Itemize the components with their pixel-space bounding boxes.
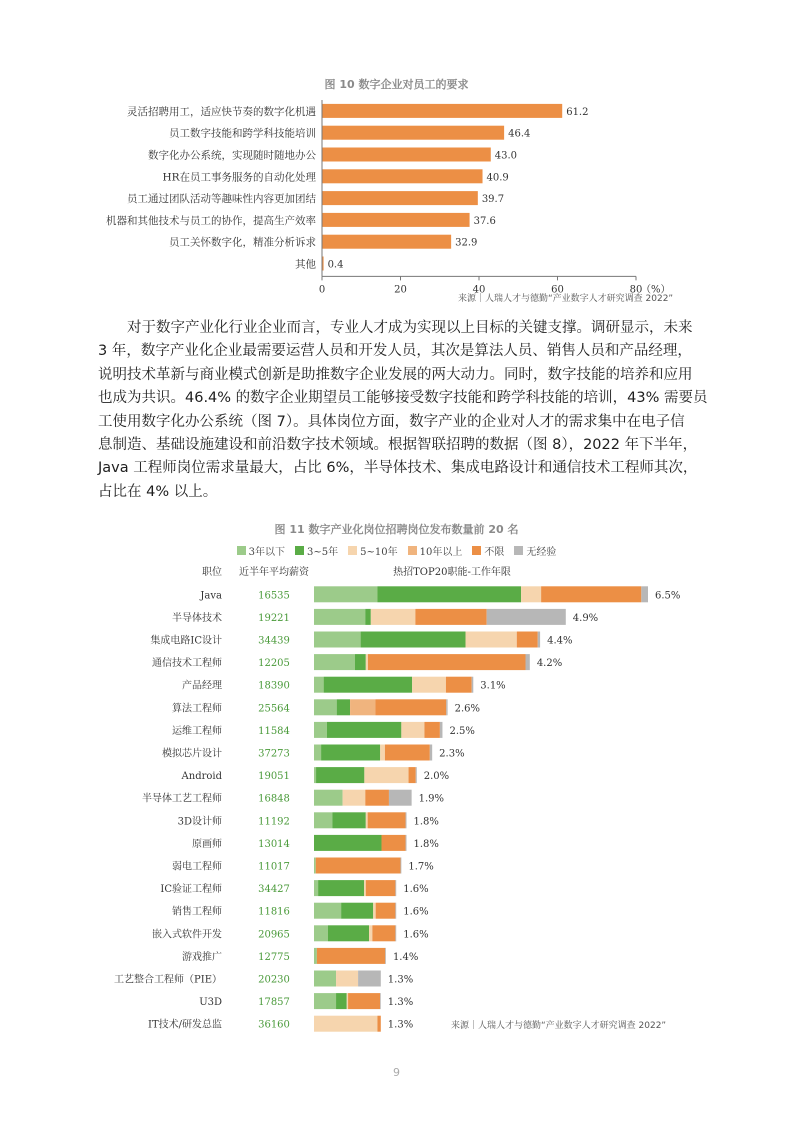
bar-segment [365, 790, 389, 806]
role-label: 运维工程师 [172, 725, 222, 737]
bar [322, 169, 483, 183]
salary-value: 11017 [258, 861, 290, 873]
salary-value: 12775 [258, 951, 290, 963]
legend-item [348, 543, 397, 558]
bar-segment [380, 745, 385, 761]
paragraph-line: 也成为共识。46.4% 的数字企业期望员工能够接受数字技能和跨学科技能的培训，43% 需要员 [98, 390, 708, 407]
bar-segment [336, 993, 347, 1009]
paragraph-line: Java 工程师岗位需求量最大，占比 6%，半导体技术、集成电路设计和通信技术工程师其次， [98, 460, 698, 477]
bar-segment [541, 586, 641, 602]
bar-segment [314, 835, 382, 851]
value-label: 39.7 [481, 194, 505, 206]
role-label: 原画师 [192, 838, 222, 850]
share-label: 1.6% [403, 929, 429, 941]
salary-value: 16535 [258, 590, 290, 602]
bar-segment [377, 1016, 380, 1032]
bar-segment [395, 903, 396, 919]
bar-segment [314, 903, 341, 919]
bar-segment [364, 880, 366, 896]
paragraph-line: 3 年，数字产业化企业最需要运营人员和开发人员，其次是算法人员、销售人员和产品经理， [98, 343, 692, 360]
bar-segment [366, 880, 396, 896]
value-label: 61.2 [566, 106, 589, 118]
bar-segment [324, 677, 412, 693]
bar-segment [389, 790, 412, 806]
legend-label: 3年以下 [248, 547, 286, 558]
role-label: Android [181, 771, 222, 783]
bar-segment [314, 790, 343, 806]
bar-segment [487, 609, 566, 625]
share-label: 2.3% [439, 748, 465, 760]
role-label: IT技术/研发总监 [148, 1019, 222, 1031]
role-label: 3D设计师 [177, 816, 222, 828]
salary-value: 13014 [258, 838, 290, 850]
bar-segment [347, 993, 348, 1009]
share-label: 4.4% [547, 635, 573, 647]
salary-value: 34427 [258, 884, 290, 896]
figure10-title: 图 10 数字企业对员工的要求 [324, 78, 469, 91]
share-label: 3.1% [480, 680, 506, 692]
value-label: 46.4 [508, 128, 531, 140]
salary-value: 20230 [258, 974, 290, 986]
x-tick-label: 80 [629, 284, 643, 296]
share-label: 1.8% [413, 838, 439, 850]
value-label: 32.9 [455, 237, 478, 249]
value-label: 43.0 [494, 150, 518, 162]
role-label: 嵌入式软件开发 [152, 929, 222, 941]
bar-segment [317, 948, 385, 964]
category-label: HR在员工事务服务的自动化处理 [162, 171, 316, 184]
role-label: 销售工程师 [172, 906, 222, 918]
category-label: 灵活招聘用工，适应快节奏的数字化机遇 [127, 105, 316, 118]
salary-value: 19051 [258, 771, 290, 783]
share-label: 1.3% [387, 997, 414, 1009]
bar-segment [371, 609, 416, 625]
share-label: 2.6% [454, 703, 481, 715]
paragraph-line: 占比在 4% 以上。 [98, 483, 218, 500]
bar-segment [472, 677, 474, 693]
salary-value: 12205 [258, 658, 290, 670]
bar-segment [314, 609, 365, 625]
bar [322, 235, 451, 249]
share-label: 1.8% [413, 816, 439, 828]
bar-segment [355, 654, 366, 670]
x-tick-label: 40 [472, 284, 486, 296]
bar-segment [337, 699, 350, 715]
bar-segment [372, 925, 395, 941]
salary-value: 37273 [258, 748, 290, 760]
salary-value: 34439 [258, 635, 290, 647]
role-label: 算法工程师 [172, 703, 222, 715]
bar-segment [517, 632, 538, 648]
share-label: 1.7% [408, 861, 434, 873]
bar-segment [361, 632, 466, 648]
category-label: 员工数字技能和跨学科技能培训 [169, 127, 316, 140]
figure10-source: 来源｜人瑞人才与德勤“产业数字人才研究调查 2022” [458, 294, 674, 304]
bar-segment [327, 722, 402, 738]
role-label: 工艺整合工程师（PIE） [114, 974, 222, 986]
salary-value: 17857 [258, 997, 290, 1009]
page-number: 9 [393, 1066, 400, 1079]
bar-segment [368, 654, 526, 670]
bar [322, 126, 504, 140]
column-header-salary: 近半年平均薪资 [239, 567, 309, 578]
bar-segment [430, 745, 432, 761]
salary-value: 11816 [258, 906, 290, 918]
bar-segment [314, 880, 318, 896]
x-axis-unit: （%） [641, 284, 671, 296]
bar-segment [446, 677, 472, 693]
bar-segment [314, 677, 324, 693]
body-paragraph [98, 317, 708, 504]
bar-segment [316, 858, 401, 874]
bar-segment [314, 632, 361, 648]
bar [322, 104, 562, 118]
share-label: 2.0% [423, 771, 450, 783]
category-label: 其他 [295, 258, 316, 271]
bar-segment [538, 632, 540, 648]
column-header-role: 职位 [202, 567, 222, 578]
legend-item [295, 543, 338, 558]
salary-value: 20965 [258, 929, 290, 941]
bar-segment [409, 767, 416, 783]
category-label: 数字化办公系统，实现随时随地办公 [148, 149, 316, 162]
bar-segment [314, 722, 327, 738]
salary-value: 18390 [258, 680, 290, 692]
legend-item [514, 543, 556, 558]
bar-segment [314, 948, 317, 964]
bar-segment [314, 586, 377, 602]
role-label: 模拟芯片设计 [162, 748, 222, 760]
bar [322, 148, 491, 162]
role-label: 弱电工程师 [172, 861, 222, 873]
bar-segment [401, 722, 424, 738]
salary-value: 36160 [258, 1019, 290, 1031]
salary-value: 16848 [258, 793, 290, 805]
paragraph-line: 息制造、基础设施建设和前沿数字技术领域。根据智联招聘的数据（图 8），2022 年下半年， [98, 437, 698, 454]
bar-segment [466, 632, 517, 648]
figure11-legend [0, 543, 793, 558]
bar-segment [318, 880, 364, 896]
bar-segment [525, 654, 529, 670]
x-tick-label: 60 [551, 284, 564, 296]
legend-swatch [295, 546, 304, 555]
bar-segment [314, 767, 316, 783]
bar-segment [341, 903, 373, 919]
share-label: 4.9% [572, 612, 599, 624]
bar-segment [328, 925, 369, 941]
role-label: IC验证工程师 [160, 884, 222, 896]
bar-segment [395, 880, 396, 896]
role-label: 半导体工艺工程师 [142, 793, 222, 805]
bar [322, 191, 478, 205]
role-label: 集成电路IC设计 [150, 635, 222, 647]
role-label: 通信技术工程师 [152, 658, 222, 670]
x-tick-label: 20 [394, 284, 407, 296]
bar [322, 213, 470, 227]
bar-segment [376, 903, 396, 919]
bar-segment [350, 699, 375, 715]
bar-segment [416, 767, 417, 783]
figure11-chart [0, 562, 793, 1042]
paragraph-line: 对于数字产业化行业企业而言，专业人才成为实现以上目标的关键支撑。调研显示，未来 [127, 320, 693, 336]
x-tick-label: 0 [318, 284, 326, 296]
bar-segment [377, 586, 521, 602]
salary-value: 11584 [258, 725, 290, 737]
bar-segment [385, 948, 386, 964]
legend-item [237, 543, 285, 558]
role-label: 游戏推广 [182, 951, 222, 963]
role-label: Java [200, 590, 222, 602]
legend-swatch [472, 546, 481, 555]
bar-segment [440, 722, 443, 738]
role-label: 半导体技术 [172, 612, 222, 624]
bar-segment [336, 971, 358, 987]
figure10-chart [0, 92, 793, 302]
bar-segment [314, 925, 328, 941]
bar-segment [314, 1016, 377, 1032]
legend-swatch [514, 546, 523, 555]
bar-segment [412, 677, 446, 693]
category-label: 员工关怀数字化，精准分析诉求 [169, 236, 316, 249]
bar-segment [314, 971, 336, 987]
legend-label: 3~5年 [307, 547, 339, 558]
bar-segment [321, 745, 380, 761]
category-label: 机器和其他技术与员工的协作，提高生产效率 [106, 214, 316, 227]
value-label: 37.6 [473, 215, 496, 227]
bar-segment [364, 767, 408, 783]
legend-label: 5~10年 [360, 547, 398, 558]
figure11-title: 图 11 数字产业化岗位招聘岗位发布数量前 20 名 [274, 523, 519, 536]
legend-item [408, 543, 463, 558]
bar-segment [406, 835, 407, 851]
salary-value: 11192 [258, 816, 290, 828]
legend-swatch [237, 546, 246, 555]
value-label: 0.4 [327, 259, 344, 271]
share-label: 1.3% [387, 974, 414, 986]
legend-swatch [348, 546, 357, 555]
salary-value: 19221 [258, 612, 290, 624]
bar-segment [415, 609, 486, 625]
bar-segment [380, 993, 381, 1009]
role-label: U3D [199, 997, 222, 1009]
legend-swatch [408, 546, 417, 555]
bar-segment [314, 745, 321, 761]
share-label: 2.5% [449, 725, 475, 737]
share-label: 6.5% [655, 590, 681, 602]
column-header-chart: 热招TOP20职能-工作年限 [393, 567, 511, 578]
figure11-source: 来源｜人瑞人才与德勤“产业数字人才研究调查 2022” [451, 1021, 667, 1031]
bar-segment [314, 699, 337, 715]
bar-segment [373, 903, 375, 919]
paragraph-line: 工使用数字化办公系统（图 7）。具体岗位方面，数字产业的企业对人才的需求集中在电子信 [98, 413, 685, 430]
bar-segment [369, 925, 372, 941]
bar-segment [641, 586, 648, 602]
bar-segment [400, 858, 401, 874]
bar-segment [375, 699, 446, 715]
bar-segment [424, 722, 439, 738]
bar-segment [316, 767, 364, 783]
bar-segment [365, 609, 371, 625]
bar-segment [385, 745, 430, 761]
bar-segment [314, 858, 316, 874]
bar-segment [382, 835, 406, 851]
share-label: 1.4% [392, 951, 419, 963]
bar-segment [348, 993, 380, 1009]
salary-value: 25564 [258, 703, 290, 715]
bar-segment [366, 812, 368, 828]
role-label: 产品经理 [182, 680, 222, 692]
bar-segment [358, 971, 381, 987]
share-label: 4.2% [536, 658, 563, 670]
share-label: 1.9% [418, 793, 445, 805]
share-label: 1.6% [403, 906, 429, 918]
share-label: 1.3% [387, 1019, 414, 1031]
legend-label: 10年以上 [419, 547, 463, 558]
bar-segment [406, 812, 407, 828]
bar-segment [366, 654, 368, 670]
category-label: 员工通过团队活动等趣味性内容更加团结 [127, 193, 316, 206]
legend-item [472, 543, 504, 558]
bar-segment [395, 925, 396, 941]
bar-segment [343, 790, 366, 806]
bar-segment [446, 699, 447, 715]
bar-segment [314, 993, 336, 1009]
bar-segment [314, 812, 332, 828]
bar-segment [521, 586, 541, 602]
share-label: 1.6% [403, 884, 429, 896]
value-label: 40.9 [486, 172, 509, 184]
legend-label: 无经验 [526, 547, 557, 558]
legend-label: 不限 [484, 547, 505, 558]
bar-segment [368, 812, 406, 828]
bar-segment [332, 812, 365, 828]
bar-segment [314, 654, 355, 670]
paragraph-line: 说明技术革新与商业模式创新是助推数字企业发展的两大动力。同时，数字技能的培养和应用 [98, 366, 693, 383]
